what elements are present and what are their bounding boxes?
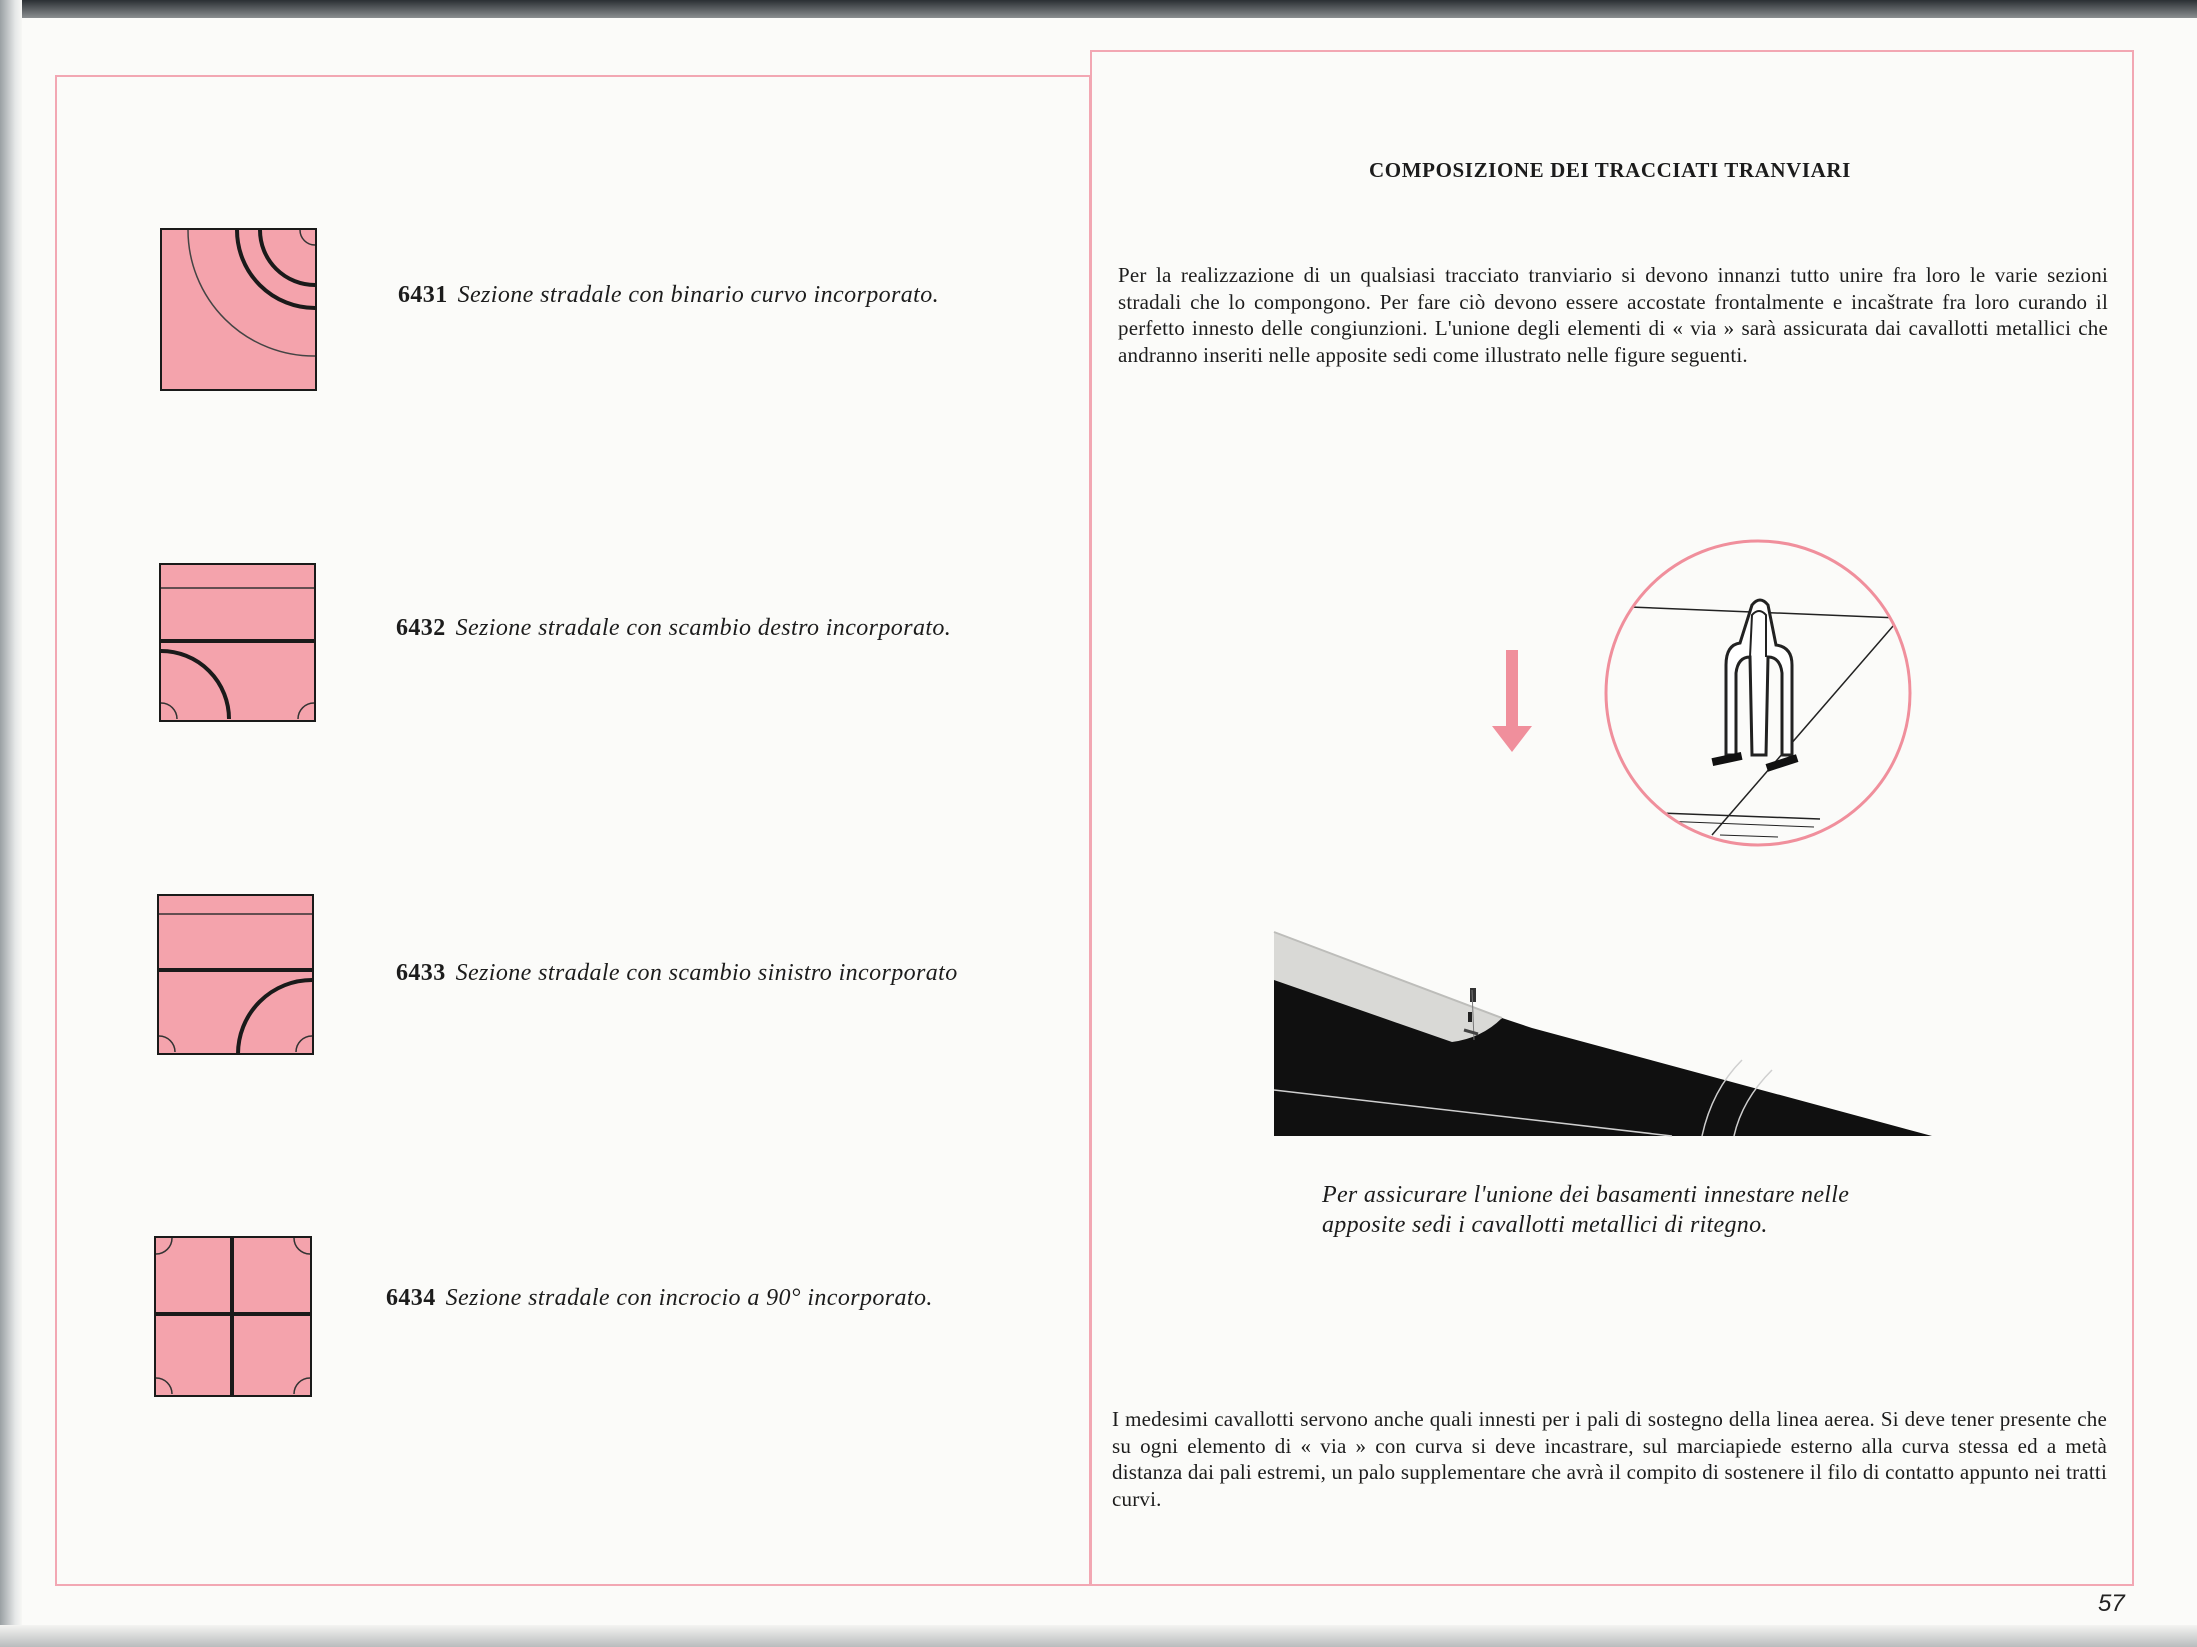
- section-description: Sezione stradale con scambio destro incorporato.: [455, 615, 952, 641]
- section-description: Sezione stradale con scambio sinistro incorporato: [455, 960, 958, 986]
- down-arrow-icon: [1488, 648, 1536, 761]
- clip-detail-circle: [1600, 535, 1916, 856]
- section-title: COMPOSIZIONE DEI TRACCIATI TRANVIARI: [1369, 158, 1851, 182]
- intro-paragraph: Per la realizzazione di un qualsiasi tracciato tranviario si devono innanzi tutto unire fra loro le varie sezioni stradali che lo compongono. Per fare ciò devono essere accostate frontalmente e incaštrate fra loro curando il perfetto innesto delle congiunzioni. L'unione degli elementi di « via » sarà assicurata dai cavallotti metallici che andranno inseriti nelle apposite sedi come illustrato nelle figure seguenti.: [1118, 263, 2108, 367]
- section-6431-caption: [398, 280, 978, 310]
- outro-paragraph: I medesimi cavallotti servono anche quali innesti per i pali di sostegno della linea aerea. Si deve tener presente che su ogni elemento di « via » con curva si deve incastrare, sul marciapiede esterno alla curva stessa ed a metà distanza dai pali estremi, un palo supplementare che avrà il compito di sostenere il filo di contatto appunto nei tratti curvi.: [1112, 1407, 2107, 1511]
- bottom-page-edge: [0, 1625, 2197, 1647]
- section-code: 6432: [396, 615, 446, 641]
- section-code: 6434: [386, 1285, 436, 1311]
- section-description: Sezione stradale con incrocio a 90° incorporato.: [445, 1285, 933, 1311]
- section-6432-diagram: [159, 563, 316, 722]
- section-code: 6431: [398, 282, 448, 308]
- section-6432-caption: [396, 613, 976, 643]
- section-6434-caption: [386, 1283, 966, 1313]
- left-page-edge: [0, 0, 22, 1647]
- section-6433-caption: [396, 958, 976, 988]
- base-assembly-illustration: [1272, 930, 1937, 1145]
- section-description: Sezione stradale con binario curvo incorporato.: [457, 282, 940, 308]
- figure-caption: Per assicurare l'unione dei basamenti innestare nelle apposite sedi i cavallotti metallici di ritegno.: [1322, 1182, 1850, 1238]
- page-number: 57: [2098, 1590, 2125, 1617]
- section-6434-diagram: [154, 1236, 312, 1397]
- book-binding-shadow: [0, 0, 2197, 18]
- section-6431-diagram: [160, 228, 317, 391]
- section-code: 6433: [396, 960, 446, 986]
- section-6433-diagram: [157, 894, 314, 1055]
